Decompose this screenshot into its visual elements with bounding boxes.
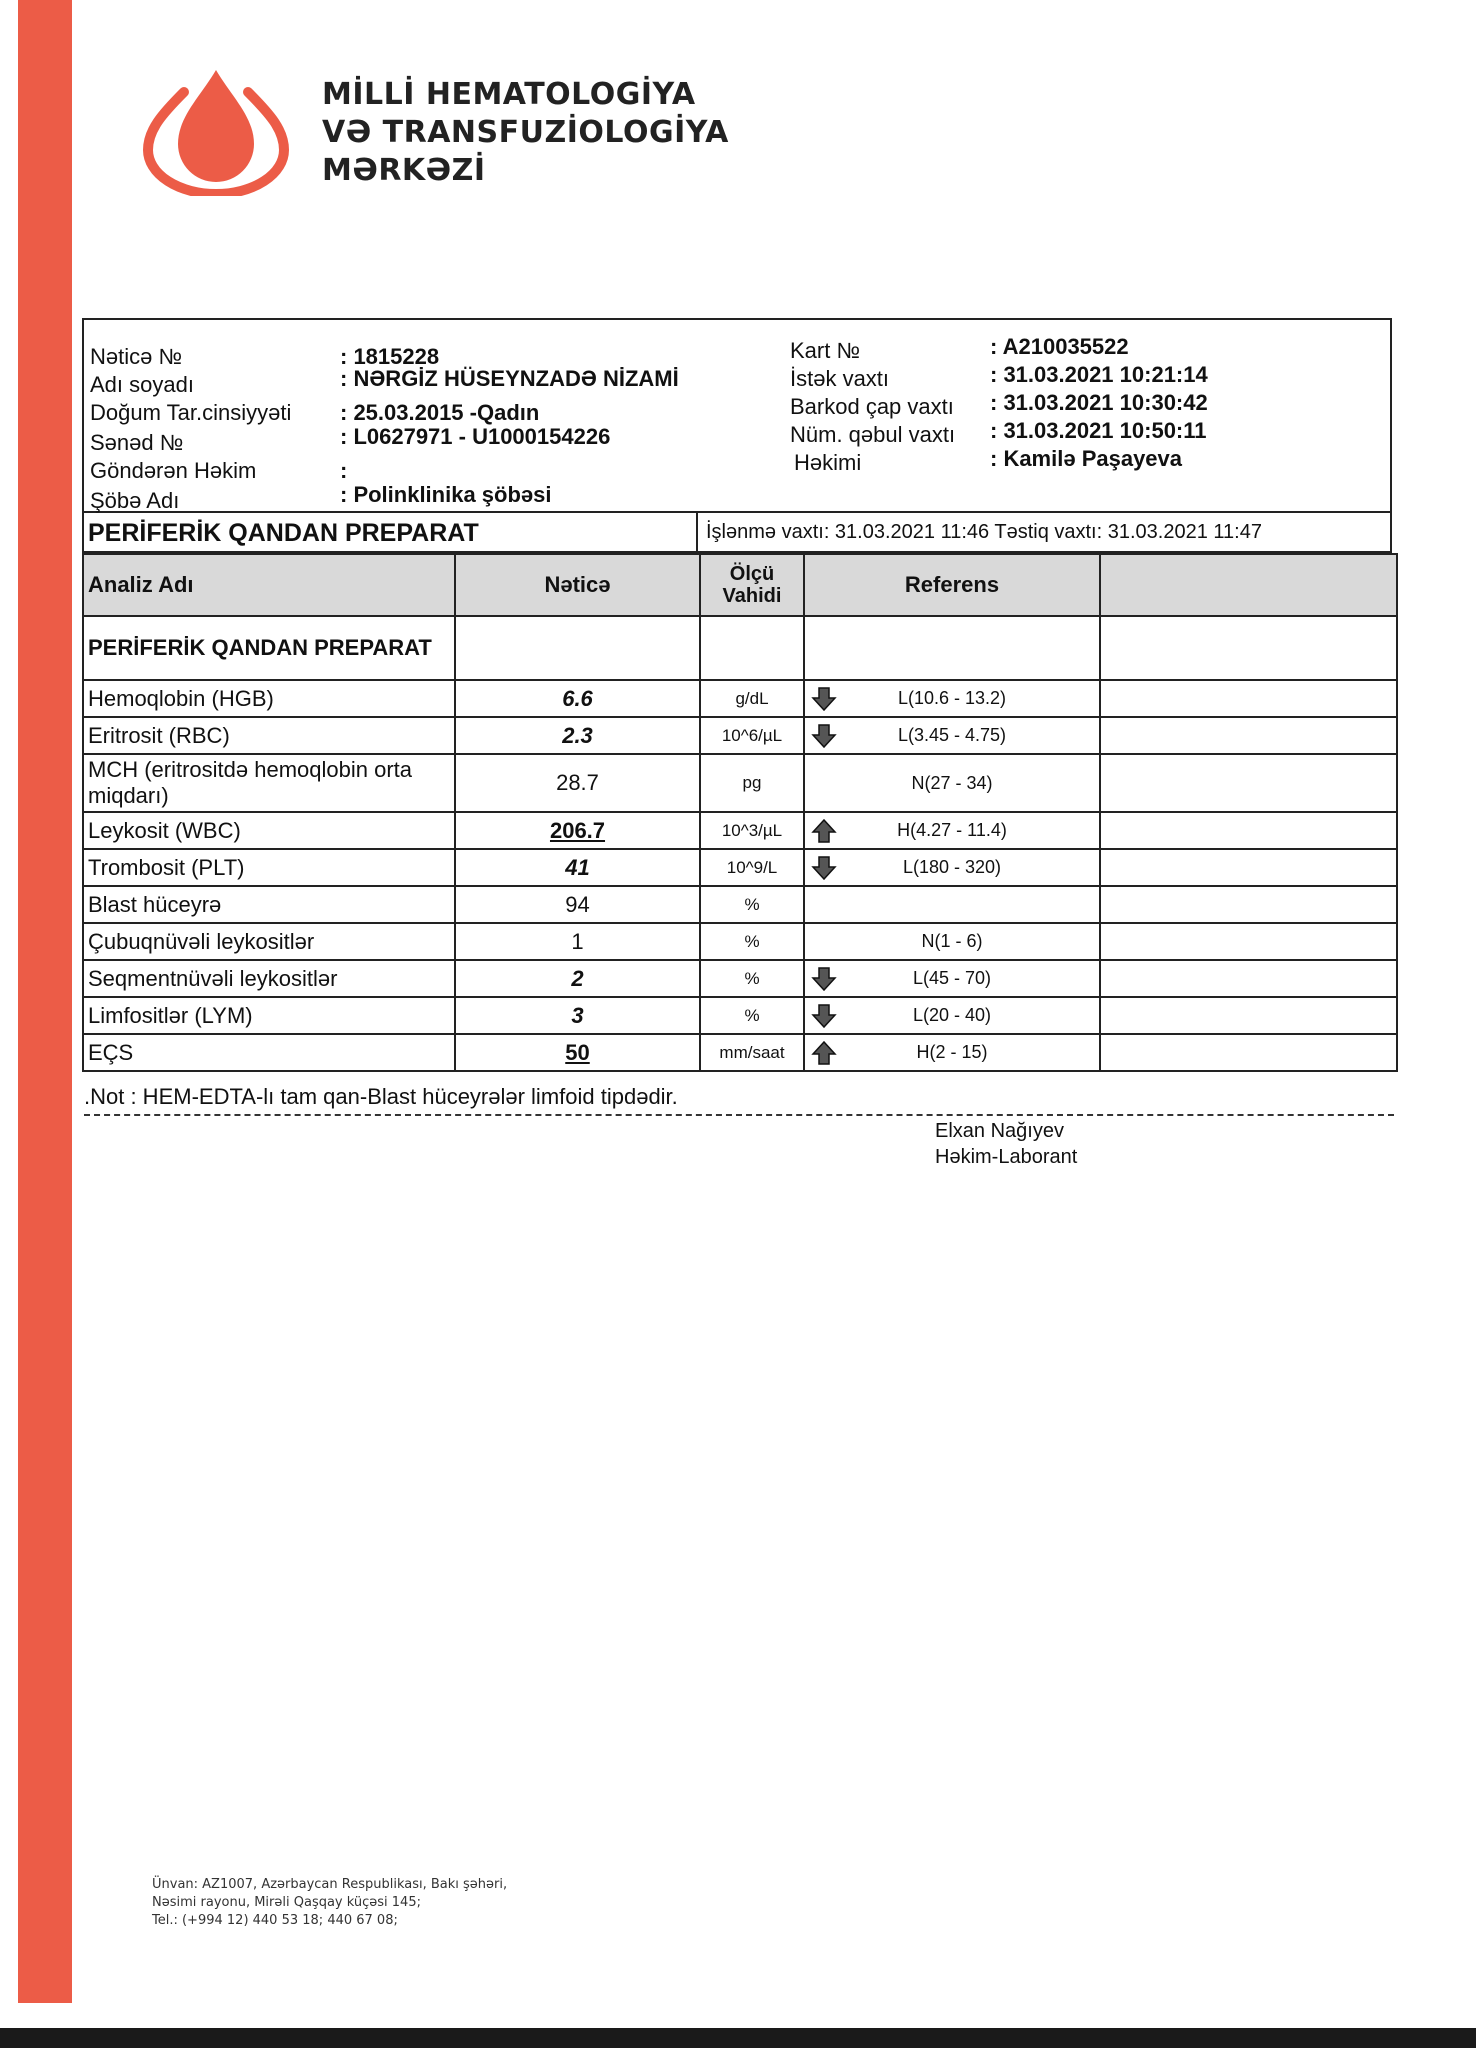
table-header-row — [83, 554, 1397, 616]
field-label: İstək vaxtı — [790, 366, 890, 391]
arrow-down-icon — [811, 1003, 837, 1029]
field-label: Həkimi — [794, 450, 862, 475]
table-row — [83, 997, 1397, 1034]
test-unit: % — [700, 960, 804, 997]
patient-info-box — [82, 318, 1392, 513]
field-value: : A210035522 — [990, 334, 1129, 359]
signer-role: Həkim-Laborant — [935, 1146, 1078, 1168]
reference-range: L(20 - 40) — [912, 1005, 992, 1025]
result-value: 206.7 — [549, 817, 606, 843]
empty-cell — [1100, 1034, 1397, 1071]
reference-range: N(27 - 34) — [911, 772, 993, 793]
test-unit: 10^9/L — [700, 849, 804, 886]
org-name-line-3: MƏRKƏZİ — [322, 153, 486, 188]
footer-address — [152, 1876, 507, 1930]
test-reference — [804, 849, 1100, 886]
group-label: PERİFERİK QANDAN PREPARAT — [83, 616, 455, 680]
test-name: Eritrosit (RBC) — [83, 717, 455, 754]
test-unit: g/dL — [700, 680, 804, 717]
empty-cell — [1100, 680, 1397, 717]
test-result — [455, 754, 700, 812]
field-value: : Kamilə Paşayeva — [990, 446, 1183, 471]
test-unit: % — [700, 886, 804, 923]
field-value: : Polinklinika şöbəsi — [340, 482, 552, 507]
arrow-up-icon — [811, 1040, 837, 1066]
field-label: Nüm. qəbul vaxtı — [790, 422, 956, 447]
org-name-line-2: VƏ TRANSFUZİOLOGİYA — [322, 115, 729, 150]
lab-note: .Not : HEM-EDTA-lı tam qan-Blast hüceyrələr limfoid tipdədir. — [84, 1084, 1394, 1116]
field-value: : 1815228 — [340, 344, 440, 369]
field-label: Kart № — [790, 338, 861, 363]
field-value: : L0627971 - U1000154226 — [340, 424, 611, 449]
empty-cell — [455, 616, 700, 680]
test-result — [455, 1034, 700, 1071]
reference-range: H(4.27 - 11.4) — [897, 820, 1007, 840]
section-title-row — [82, 513, 1392, 553]
test-unit: % — [700, 923, 804, 960]
brand-side-bar — [18, 0, 72, 2003]
test-name: Trombosit (PLT) — [83, 849, 455, 886]
test-unit: 10^6/µL — [700, 717, 804, 754]
org-name-line-1: MİLLİ HEMATOLOGİYA — [322, 77, 696, 112]
empty-cell — [1100, 960, 1397, 997]
arrow-down-icon — [811, 966, 837, 992]
test-name: Blast hüceyrə — [83, 886, 455, 923]
test-name: Çubuqnüvəli leykositlər — [83, 923, 455, 960]
test-name: Limfositlər (LYM) — [83, 997, 455, 1034]
result-value: 1 — [571, 928, 584, 954]
empty-cell — [1100, 849, 1397, 886]
empty-cell — [804, 616, 1100, 680]
empty-cell — [1100, 997, 1397, 1034]
empty-cell — [1100, 717, 1397, 754]
empty-cell — [1100, 616, 1397, 680]
test-result — [455, 717, 700, 754]
reference-range: L(45 - 70) — [912, 968, 992, 988]
test-reference — [804, 754, 1100, 812]
test-reference — [804, 923, 1100, 960]
reference-range: L(3.45 - 4.75) — [897, 725, 1007, 745]
field-value: : 25.03.2015 -Qadın — [340, 400, 540, 425]
result-value: 2 — [571, 965, 584, 991]
test-name: Seqmentnüvəli leykositlər — [83, 960, 455, 997]
reference-range: H(2 - 15) — [916, 1042, 988, 1062]
field-label: Nəticə № — [90, 344, 183, 369]
test-unit: mm/saat — [700, 1034, 804, 1071]
field-value: : 31.03.2021 10:30:42 — [990, 390, 1208, 415]
empty-cell — [1100, 812, 1397, 849]
test-reference — [804, 680, 1100, 717]
arrow-down-icon — [811, 855, 837, 881]
test-result — [455, 997, 700, 1034]
test-name: MCH (eritrositdə hemoqlobin orta miqdarı) — [83, 754, 455, 812]
test-result — [455, 812, 700, 849]
blood-drop-logo-icon — [140, 62, 292, 196]
test-reference — [804, 997, 1100, 1034]
reference-range: N(1 - 6) — [921, 931, 983, 951]
reference-range: L(180 - 320) — [902, 857, 1002, 877]
group-row — [83, 616, 1397, 680]
test-result — [455, 960, 700, 997]
table-row — [83, 754, 1397, 812]
table-row — [83, 886, 1397, 923]
field-label: Sənəd № — [90, 430, 184, 455]
table-row — [83, 717, 1397, 754]
reference-range: L(10.6 - 13.2) — [897, 688, 1007, 708]
arrow-down-icon — [811, 686, 837, 712]
empty-cell — [1100, 886, 1397, 923]
test-reference — [804, 717, 1100, 754]
test-unit: 10^3/µL — [700, 812, 804, 849]
arrow-up-icon — [811, 818, 837, 844]
test-reference — [804, 812, 1100, 849]
field-label: Şöbə Adı — [90, 488, 180, 513]
field-label: Doğum Tar.cinsiyyəti — [90, 400, 292, 425]
test-reference — [804, 1034, 1100, 1071]
field-value: : 31.03.2021 10:50:11 — [990, 418, 1207, 443]
result-value: 6.6 — [562, 685, 593, 711]
test-result — [455, 680, 700, 717]
footer-line: Ünvan: AZ1007, Azərbaycan Respublikası, Bakı şəhəri, — [152, 1877, 508, 1892]
footer-line: Nəsimi rayonu, Mirəli Qaşqay küçəsi 145; — [152, 1895, 421, 1910]
test-result — [455, 886, 700, 923]
empty-cell — [1100, 923, 1397, 960]
empty-cell — [700, 616, 804, 680]
test-unit: % — [700, 997, 804, 1034]
result-value: 41 — [565, 854, 590, 880]
test-name: Leykosit (WBC) — [83, 812, 455, 849]
test-unit: pg — [700, 754, 804, 812]
test-name: EÇS — [83, 1034, 455, 1071]
test-name: Hemoqlobin (HGB) — [83, 680, 455, 717]
result-value: 50 — [565, 1039, 590, 1065]
result-value: 94 — [565, 891, 590, 917]
field-label: Adı soyadı — [90, 372, 194, 397]
table-row — [83, 849, 1397, 886]
organization-name — [322, 76, 729, 190]
processing-times: İşlənmə vaxtı: 31.03.2021 11:46 Təstiq vaxtı: 31.03.2021 11:47 — [706, 521, 1262, 543]
header-extra — [1100, 554, 1397, 616]
header-reference: Referens — [804, 554, 1100, 616]
field-value: : 31.03.2021 10:21:14 — [990, 362, 1208, 387]
arrow-down-icon — [811, 723, 837, 749]
test-reference — [804, 886, 1100, 923]
signer-block — [935, 1118, 1077, 1170]
result-value: 28.7 — [556, 770, 599, 795]
header-test-name: Analiz Adı — [83, 554, 455, 616]
table-row — [83, 1034, 1397, 1071]
signer-name: Elxan Nağıyev — [935, 1120, 1064, 1142]
results-table — [82, 553, 1398, 1072]
table-row — [83, 960, 1397, 997]
field-value: : NƏRGİZ HÜSEYNZADƏ NİZAMİ — [340, 366, 679, 391]
table-row — [83, 812, 1397, 849]
footer-line: Tel.: (+994 12) 440 53 18; 440 67 08; — [152, 1913, 398, 1928]
table-row — [83, 680, 1397, 717]
empty-cell — [1100, 754, 1397, 812]
test-result — [455, 923, 700, 960]
header-result: Nəticə — [455, 554, 700, 616]
section-title: PERİFERİK QANDAN PREPARAT — [84, 513, 698, 551]
result-value: 2.3 — [562, 722, 593, 748]
test-reference — [804, 960, 1100, 997]
test-result — [455, 849, 700, 886]
header-unit: Ölçü Vahidi — [700, 554, 804, 616]
result-value: 3 — [571, 1002, 584, 1028]
field-label: Göndərən Həkim — [90, 458, 257, 483]
field-value: : — [340, 458, 348, 483]
table-row — [83, 923, 1397, 960]
field-label: Barkod çap vaxtı — [790, 394, 954, 419]
scan-bottom-edge — [0, 2028, 1476, 2048]
